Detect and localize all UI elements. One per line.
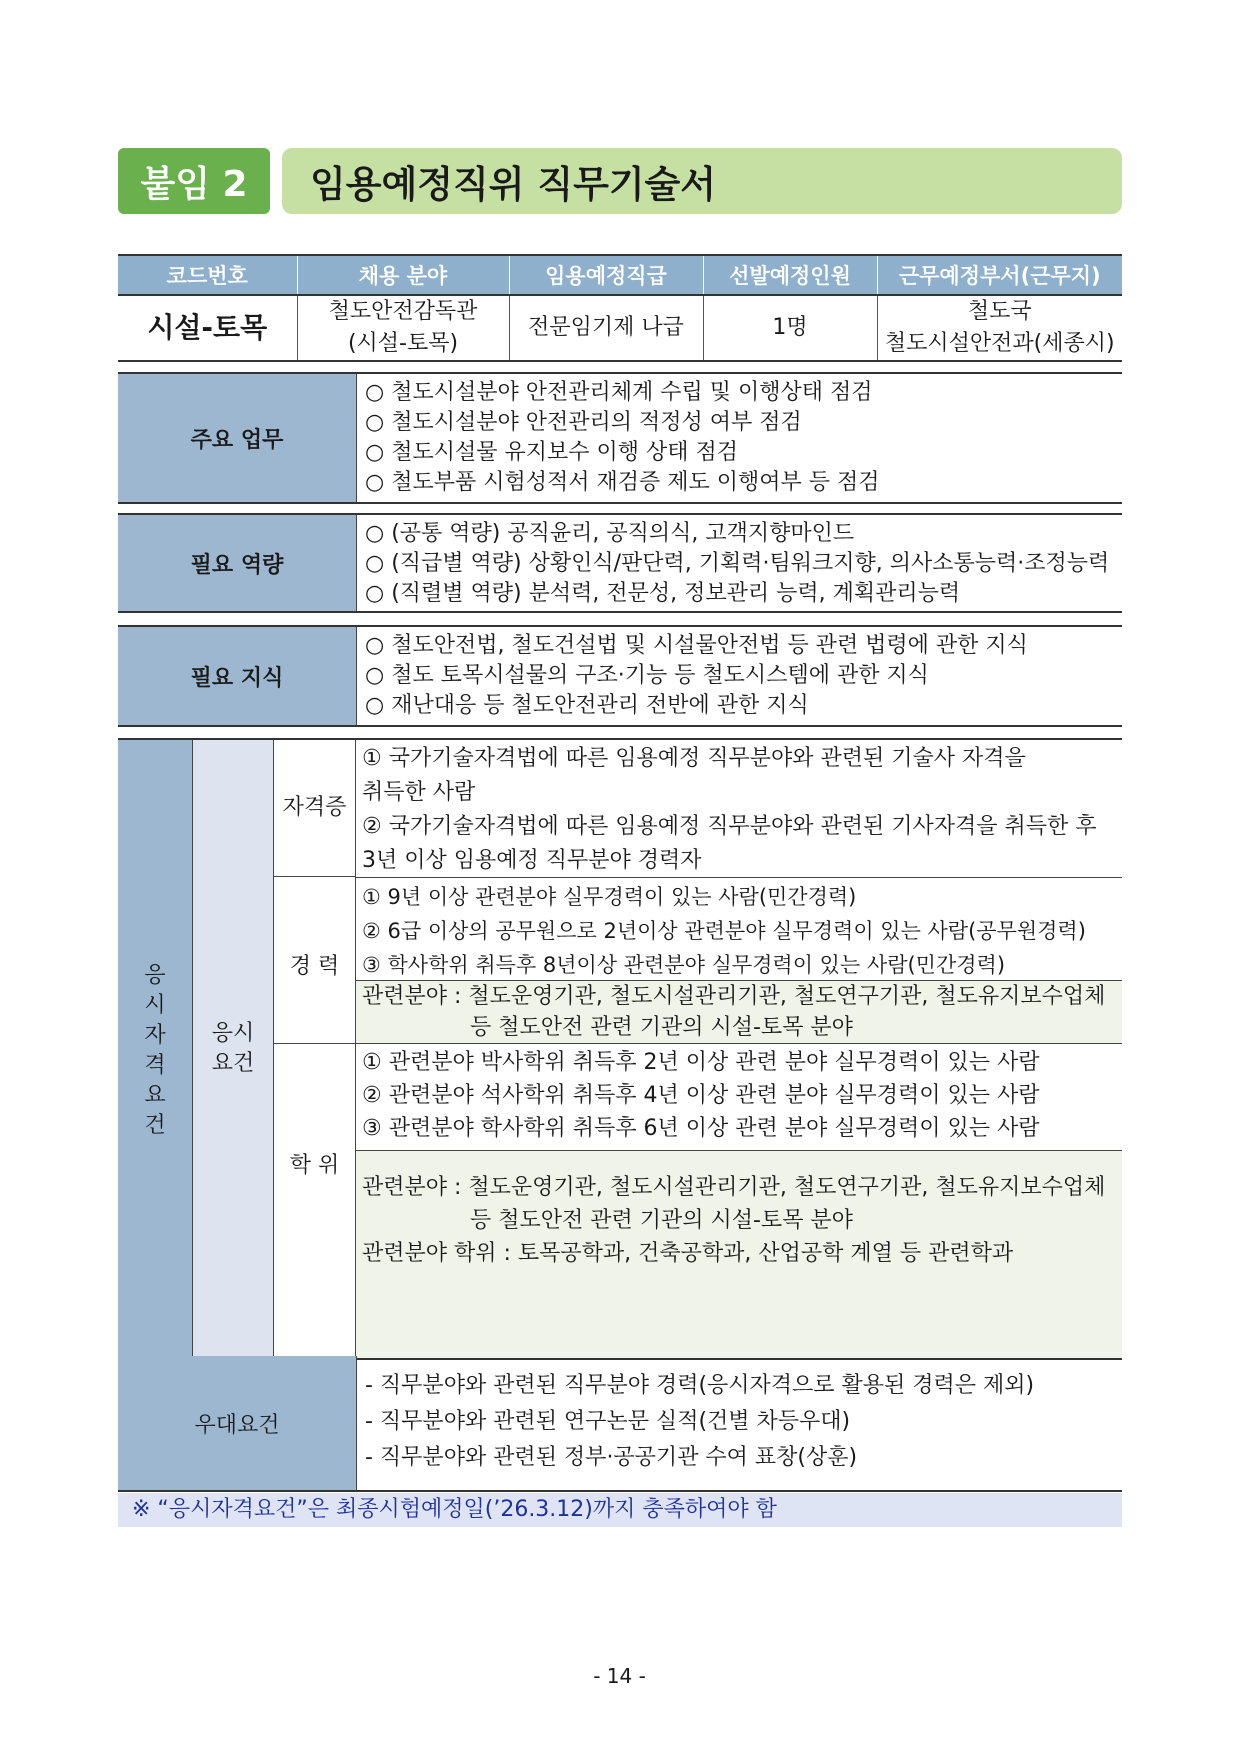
duties-label: 주요 업무: [118, 374, 357, 502]
duty-item: ○ 철도시설분야 안전관리의 적정성 여부 점검: [365, 410, 802, 435]
competency-label: 필요 역량: [118, 515, 357, 611]
knowledge-item: ○ 철도안전법, 철도건설법 및 시설물안전법 등 관련 법령에 관한 지식: [365, 633, 1028, 658]
position-summary-table: [118, 254, 1122, 362]
knowledge-item: ○ 재난대응 등 철도안전관리 전반에 관한 지식: [365, 693, 809, 718]
license-line: ① 국가기술자격법에 따른 임용예정 직무분야와 관련된 기술사 자격을: [362, 746, 1026, 771]
degree-label: 학 위: [274, 1044, 356, 1358]
competency-item: ○ (직급별 역량) 상황인식/판단력, 기획력·팀워크지향, 의사소통능력·조정능력: [365, 551, 1110, 576]
col-grade: 임용예정직급: [509, 255, 703, 295]
dept-value: [877, 295, 1122, 361]
knowledge-label: 필요 지식: [118, 627, 357, 725]
summary-data-row: [118, 295, 1122, 361]
col-dept: 근무예정부서(근무지): [877, 255, 1122, 295]
summary-header-row: [118, 255, 1122, 295]
degree-note-line: 관련분야 : 철도운영기관, 철도시설관리기관, 철도연구기관, 철도유지보수업체: [362, 1175, 1106, 1200]
license-label: 자격증: [274, 740, 356, 877]
field-line-1: 철도안전감독관: [328, 299, 478, 324]
degree-note-line: 등 철도안전 관련 기관의 시설-토목 분야: [470, 1208, 853, 1233]
preference-label: 우대요건: [118, 1356, 357, 1490]
grade-value: 전문임기제 나급: [509, 295, 703, 361]
career-line: ① 9년 이상 관련분야 실무경력이 있는 사람(민간경력): [362, 885, 857, 909]
duties-section: [118, 372, 1122, 504]
attachment-title: [118, 148, 1122, 214]
career-note-line: 등 철도안전 관련 기관의 시설-토목 분야: [470, 1015, 853, 1040]
knowledge-section: [118, 625, 1122, 727]
competency-item: ○ (직렬별 역량) 분석력, 전문성, 정보관리 능력, 계획관리능력: [365, 581, 961, 606]
eligibility-label: [118, 740, 193, 1358]
code-value: 시설-토목: [118, 295, 297, 361]
eligibility-char: 건: [144, 1113, 166, 1138]
license-line: 3년 이상 임용예정 직무분야 경력자: [362, 848, 702, 873]
col-code: 코드번호: [118, 255, 297, 295]
dept-line-1: 철도국: [967, 299, 1032, 324]
attachment-badge: 붙임 2: [118, 148, 270, 214]
duty-item: ○ 철도부품 시험성적서 재검증 제도 이행여부 등 점검: [365, 470, 880, 495]
eligibility-char: 자: [144, 1023, 166, 1048]
knowledge-item: ○ 철도 토목시설물의 구조·기능 등 철도시스템에 관한 지식: [365, 663, 929, 688]
degree-line: ③ 관련분야 학사학위 취득후 6년 이상 관련 분야 실무경력이 있는 사람: [362, 1116, 1040, 1141]
license-requirements: [356, 742, 1122, 878]
career-requirements: [356, 880, 1122, 978]
duty-item: ○ 철도시설분야 안전관리체계 수립 및 이행상태 점검: [365, 380, 873, 405]
requirement-label-line-1: 응시: [211, 1021, 255, 1046]
preference-item: - 직무분야와 관련된 직무분야 경력(응시자격으로 활용된 경력은 제외): [365, 1373, 1035, 1398]
count-value: 1명: [703, 295, 877, 361]
document-title: 임용예정직위 직무기술서: [282, 148, 1122, 214]
career-line: ③ 학사학위 취득후 8년이상 관련분야 실무경력이 있는 사람(민간경력): [362, 953, 1006, 977]
preference-section: [118, 1356, 1122, 1492]
knowledge-list: [357, 627, 1122, 725]
col-count: 선발예정인원: [703, 255, 877, 295]
license-line: 취득한 사람: [362, 780, 476, 805]
deadline-note: ※ “응시자격요건”은 최종시험예정일(’26.3.12)까지 충족하여야 함: [118, 1493, 1122, 1527]
degree-related-fields: [356, 1150, 1122, 1358]
eligibility-char: 응: [144, 963, 166, 988]
page-number: - 14 -: [593, 1664, 646, 1688]
competency-list: [357, 515, 1122, 611]
field-line-2: (시설-토목): [347, 331, 459, 356]
dept-line-2: 철도시설안전과(세종시): [884, 331, 1115, 356]
requirement-label-line-2: 요건: [211, 1051, 255, 1076]
duties-list: [357, 374, 1122, 502]
col-field: 채용 분야: [297, 255, 509, 295]
degree-requirements: [356, 1046, 1122, 1148]
competency-section: [118, 513, 1122, 613]
career-note-line: 관련분야 : 철도운영기관, 철도시설관리기관, 철도연구기관, 철도유지보수업체: [362, 984, 1106, 1009]
eligibility-char: 격: [144, 1053, 166, 1078]
degree-line: ② 관련분야 석사학위 취득후 4년 이상 관련 분야 실무경력이 있는 사람: [362, 1083, 1040, 1108]
career-related-fields: [356, 980, 1122, 1044]
eligibility-section: [118, 738, 1122, 1360]
application-requirement-label: [193, 740, 274, 1358]
preference-list: [357, 1356, 1122, 1490]
eligibility-char: 시: [144, 993, 166, 1018]
duty-item: ○ 철도시설물 유지보수 이행 상태 점검: [365, 440, 738, 465]
competency-item: ○ (공통 역량) 공직윤리, 공직의식, 고객지향마인드: [365, 521, 855, 546]
eligibility-char: 요: [144, 1083, 166, 1108]
career-line: ② 6급 이상의 공무원으로 2년이상 관련분야 실무경력이 있는 사람(공무원경력): [362, 919, 1086, 943]
degree-line: ① 관련분야 박사학위 취득후 2년 이상 관련 분야 실무경력이 있는 사람: [362, 1050, 1040, 1075]
career-label: 경 력: [274, 877, 356, 1044]
license-line: ② 국가기술자격법에 따른 임용예정 직무분야와 관련된 기사자격을 취득한 후: [362, 814, 1097, 839]
preference-item: - 직무분야와 관련된 연구논문 실적(건별 차등우대): [365, 1409, 851, 1434]
field-value: [297, 295, 509, 361]
preference-item: - 직무분야와 관련된 정부·공공기관 수여 표창(상훈): [365, 1445, 858, 1470]
degree-note-line: 관련분야 학위 : 토목공학과, 건축공학과, 산업공학 계열 등 관련학과: [362, 1241, 1014, 1266]
